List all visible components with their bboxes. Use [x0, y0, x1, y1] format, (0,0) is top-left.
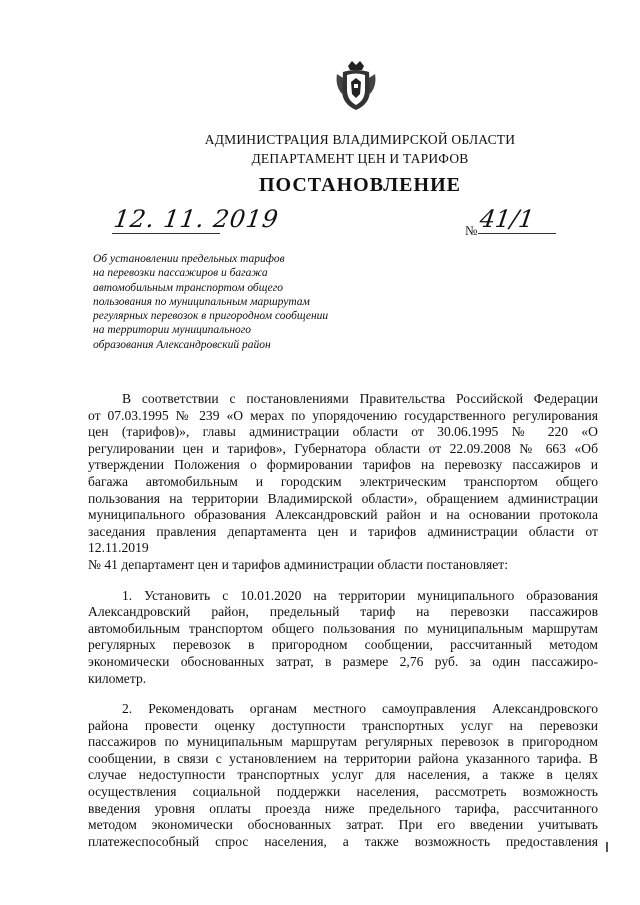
- org-name: АДМИНИСТРАЦИЯ ВЛАДИМИРСКОЙ ОБЛАСТИ: [204, 132, 516, 147]
- date-underline: [112, 233, 220, 234]
- item1-line: экономически обоснованных затрат, в размере 2,76 руб. за один пассажиро-: [88, 653, 598, 669]
- subject-line: на перевозки пассажиров и багажа: [93, 267, 268, 280]
- coat-of-arms-icon: [334, 60, 378, 112]
- scan-mark: [606, 842, 608, 852]
- preamble-line: регулировании цен и тарифов», Губернатора области от 22.09.2008 № 663 «Об: [88, 440, 598, 456]
- item2-line: методом экономически обоснованных затрат. При его введении учитывать: [88, 817, 598, 833]
- item2-line: района провести оценку доступности транспортных услуг на перевозки: [88, 717, 598, 733]
- item1-line: Александровский район, предельный тариф на перевозки пассажиров: [88, 604, 598, 620]
- subject-line: пользования по муниципальным маршрутам: [93, 295, 310, 308]
- item2-line: пассажиров по муниципальным маршрутам регулярных перевозок в пригородном: [88, 734, 598, 750]
- number-label: №: [465, 223, 478, 238]
- document-type-title: ПОСТАНОВЛЕНИЕ: [259, 174, 461, 196]
- preamble-line: багажа автомобильным и городским электрическим транспортом общего: [88, 473, 598, 489]
- department-name: ДЕПАРТАМЕНТ ЦЕН И ТАРИФОВ: [251, 151, 469, 166]
- document-body: [88, 391, 598, 850]
- item2-line: случае недоступности транспортных услуг для населения, а также в целях: [88, 767, 598, 783]
- item1-line: километр.: [88, 670, 147, 686]
- subject-line: Об установлении предельных тарифов: [93, 253, 285, 265]
- document-subject: [93, 252, 393, 352]
- preamble-line: утверждении Положения о формировании тарифов на перевозку пассажиров и: [88, 457, 598, 473]
- item1-line: регулярных перевозок в пригородном сообщении, рассчитанный методом: [88, 637, 598, 653]
- preamble-line: № 41 департамент цен и тарифов администрации области постановляет:: [88, 556, 509, 572]
- subject-line: образования Александровский район: [93, 338, 271, 351]
- preamble-line: от 07.03.1995 № 239 «О мерах по упорядочению государственного регулирования: [88, 407, 598, 423]
- item2-line: платежеспособный спрос населения, а также возможность предоставления: [88, 833, 598, 849]
- preamble-line: пользования на территории Владимирской области», обращением администрации: [88, 490, 598, 506]
- document-number: 41/1: [478, 205, 536, 233]
- preamble-line: В соответствии с постановлениями Правительства Российской Федерации: [122, 391, 598, 406]
- item2-line: осуществления социальной поддержки населения, рассмотреть возможность: [88, 784, 598, 800]
- item1-line: 1. Установить с 10.01.2020 на территории муниципального образования: [122, 587, 598, 603]
- preamble-line: муниципального образования Александровский район и на основании протокола: [88, 507, 598, 523]
- document-date: 12. 11. 2019: [112, 205, 281, 233]
- item2-line: сообщении, в связи с установлением на территории района указанного тарифа. В: [88, 750, 598, 766]
- subject-line: автомобильным транспортом общего: [93, 281, 284, 294]
- item1-line: автомобильным транспортом общего пользования по муниципальным маршрутам: [88, 620, 598, 636]
- item2-line: введения уровня оплаты проезда ниже предельного тарифа, рассчитанного: [88, 800, 598, 816]
- preamble-line: цен (тарифов)», главы администрации области от 30.06.1995 № 220 «О: [88, 424, 598, 440]
- preamble-line: заседания правления департамента цен и тарифов администрации области от 12.11.2019: [88, 523, 598, 556]
- subject-line: регулярных перевозок в пригородном сообщении: [93, 310, 329, 323]
- item2-line: 2. Рекомендовать органам местного самоуправления Александровского: [122, 701, 598, 717]
- number-underline: [478, 233, 556, 234]
- subject-line: на территории муниципального: [93, 324, 252, 337]
